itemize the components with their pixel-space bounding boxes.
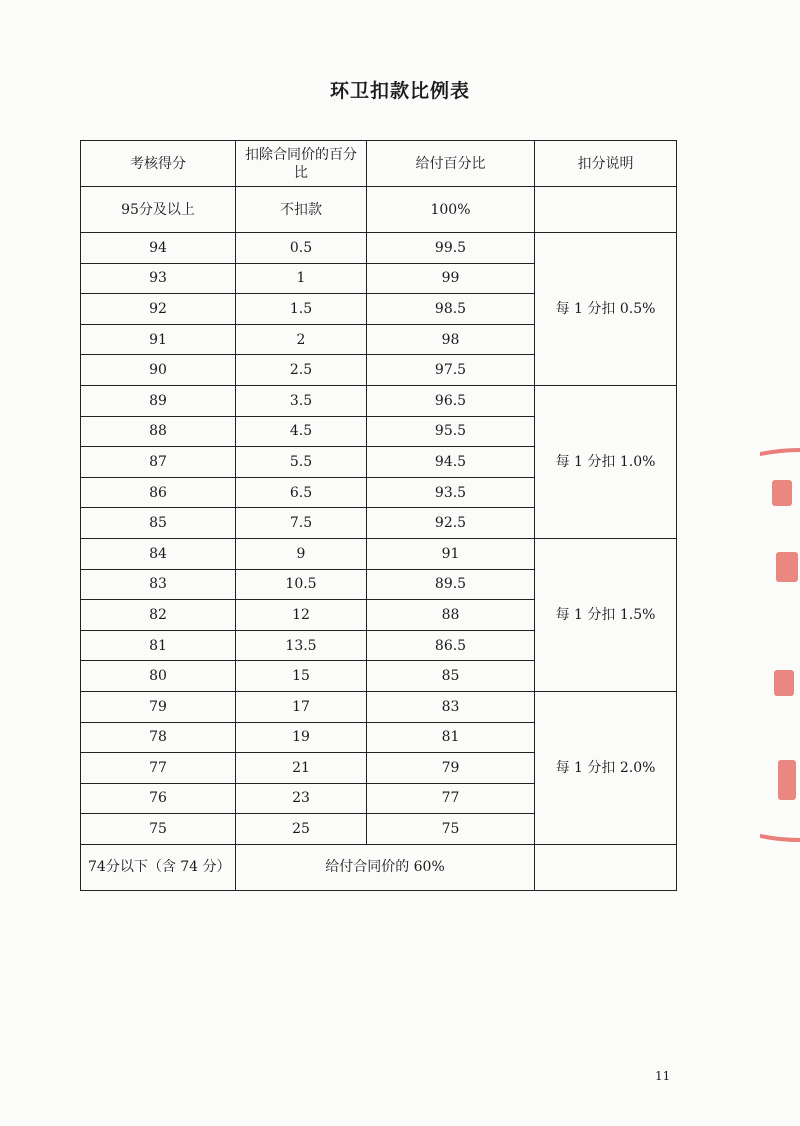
cell-pay: 91 <box>367 538 535 569</box>
cell-pay: 99 <box>367 263 535 294</box>
cell-deduct: 1.5 <box>236 294 367 325</box>
cell-score: 81 <box>81 630 236 661</box>
cell-score: 92 <box>81 294 236 325</box>
cell-pay: 85 <box>367 661 535 692</box>
header-deduct-text: 扣除合同价的百分比 <box>245 146 357 181</box>
cell-pay: 97.5 <box>367 355 535 386</box>
cell-score: 86 <box>81 477 236 508</box>
cell-deduct: 6.5 <box>236 477 367 508</box>
cell-score: 79 <box>81 691 236 722</box>
cell-pay: 81 <box>367 722 535 753</box>
header-score: 考核得分 <box>81 141 236 187</box>
cell-score: 85 <box>81 508 236 539</box>
cell-score: 78 <box>81 722 236 753</box>
deduction-table <box>80 140 677 891</box>
cell-deduct: 1 <box>236 263 367 294</box>
cell-score: 93 <box>81 263 236 294</box>
table-row <box>81 844 677 890</box>
cell-deduct: 4.5 <box>236 416 367 447</box>
cell-pay: 98.5 <box>367 294 535 325</box>
cell-score-text: 74分以下（含 74 分） <box>88 859 231 876</box>
cell-score: 89 <box>81 385 236 416</box>
cell-deduct: 7.5 <box>236 508 367 539</box>
cell-deduct: 不扣款 <box>236 187 367 233</box>
cell-pay: 77 <box>367 783 535 814</box>
cell-score: 91 <box>81 324 236 355</box>
cell-pay: 98 <box>367 324 535 355</box>
cell-pay: 75 <box>367 814 535 845</box>
cell-pay: 95.5 <box>367 416 535 447</box>
header-pay: 给付百分比 <box>367 141 535 187</box>
table-header-row <box>81 141 677 187</box>
table-row <box>81 385 677 416</box>
cell-deduct: 25 <box>236 814 367 845</box>
cell-deduct: 0.5 <box>236 233 367 264</box>
cell-score: 80 <box>81 661 236 692</box>
cell-note: 每 1 分扣 0.5% <box>535 233 677 386</box>
cell-deduct: 5.5 <box>236 447 367 478</box>
cell-score: 84 <box>81 538 236 569</box>
cell-pay: 86.5 <box>367 630 535 661</box>
cell-deduct: 12 <box>236 600 367 631</box>
cell-score: 77 <box>81 753 236 784</box>
document-title: 环卫扣款比例表 <box>329 80 470 102</box>
cell-score: 76 <box>81 783 236 814</box>
cell-merged: 给付合同价的 60% <box>236 844 535 890</box>
page-number: 11 <box>655 1069 671 1083</box>
cell-note: 每 1 分扣 1.0% <box>535 385 677 538</box>
cell-pay: 99.5 <box>367 233 535 264</box>
table-row <box>81 538 677 569</box>
cell-score: 82 <box>81 600 236 631</box>
cell-deduct: 13.5 <box>236 630 367 661</box>
cell-pay: 94.5 <box>367 447 535 478</box>
cell-score: 75 <box>81 814 236 845</box>
cell-note: 每 1 分扣 1.5% <box>535 538 677 691</box>
cell-deduct: 2 <box>236 324 367 355</box>
cell-pay: 83 <box>367 691 535 722</box>
cell-score: 95分及以上 <box>81 187 236 233</box>
cell-score: 88 <box>81 416 236 447</box>
cell-score: 83 <box>81 569 236 600</box>
table-row <box>81 691 677 722</box>
seal-graphic <box>760 440 800 850</box>
cell-pay: 88 <box>367 600 535 631</box>
cell-pay: 100% <box>367 187 535 233</box>
cell-score: 90 <box>81 355 236 386</box>
cell-deduct: 9 <box>236 538 367 569</box>
table-row <box>81 233 677 264</box>
cell-pay: 96.5 <box>367 385 535 416</box>
cell-pay: 79 <box>367 753 535 784</box>
cell-deduct: 17 <box>236 691 367 722</box>
cell-score: 94 <box>81 233 236 264</box>
cell-note <box>535 187 677 233</box>
cell-score <box>81 844 236 890</box>
cell-score: 87 <box>81 447 236 478</box>
header-deduct <box>236 141 367 187</box>
header-note: 扣分说明 <box>535 141 677 187</box>
cell-deduct: 19 <box>236 722 367 753</box>
cell-pay: 92.5 <box>367 508 535 539</box>
cell-deduct: 21 <box>236 753 367 784</box>
cell-deduct: 23 <box>236 783 367 814</box>
cell-note: 每 1 分扣 2.0% <box>535 691 677 844</box>
cell-pay: 89.5 <box>367 569 535 600</box>
cell-deduct: 10.5 <box>236 569 367 600</box>
cell-note <box>535 844 677 890</box>
cell-deduct: 15 <box>236 661 367 692</box>
cell-pay: 93.5 <box>367 477 535 508</box>
cell-deduct: 2.5 <box>236 355 367 386</box>
red-seal-stamp <box>760 440 800 850</box>
cell-deduct: 3.5 <box>236 385 367 416</box>
table-row <box>81 187 677 233</box>
